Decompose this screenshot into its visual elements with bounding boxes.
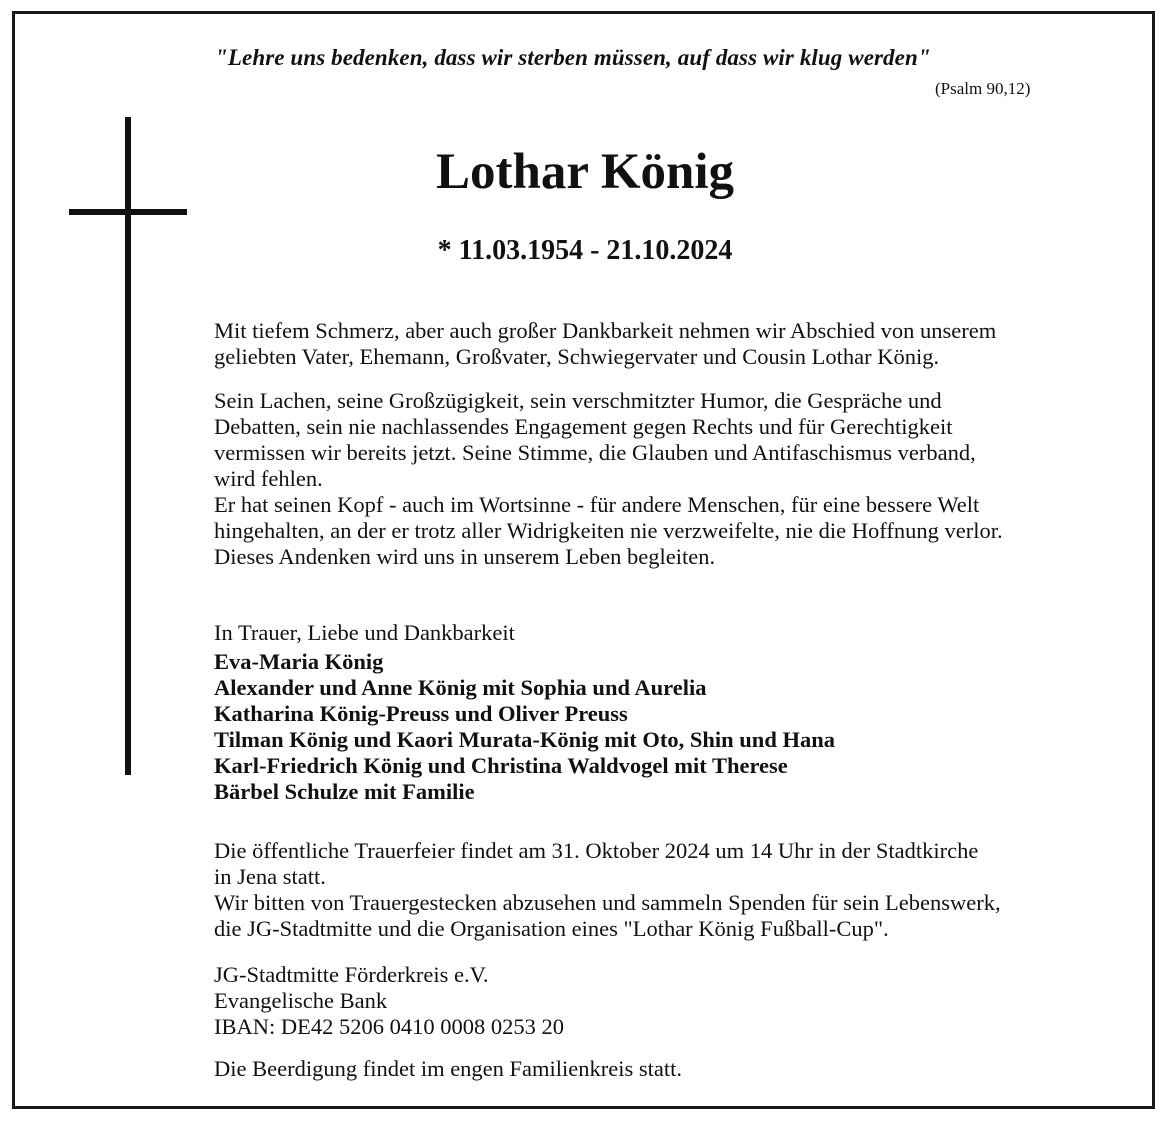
text-line: Debatten, sein nie nachlassendes Engagement gegen Rechts und für Gerechtigkeit xyxy=(214,414,953,439)
mourner-name: Bärbel Schulze mit Familie xyxy=(214,779,475,804)
bank-iban: IBAN: DE42 5206 0410 0008 0253 20 xyxy=(214,1014,564,1039)
mourner-name: Katharina König-Preuss und Oliver Preuss xyxy=(214,701,628,726)
cross-icon-bar xyxy=(69,209,187,215)
mourner-name: Alexander und Anne König mit Sophia und Aurelia xyxy=(214,675,707,700)
burial-info: Die Beerdigung findet im engen Familienkreis statt. xyxy=(214,1056,683,1081)
mourner-name: Karl-Friedrich König und Christina Waldvogel mit Therese xyxy=(214,753,788,778)
mourning-intro: In Trauer, Liebe und Dankbarkeit xyxy=(214,620,515,645)
text-line: wird fehlen. xyxy=(214,466,323,491)
text-line: Dieses Andenken wird uns in unserem Leben begleiten. xyxy=(214,544,716,569)
text-line: Er hat seinen Kopf - auch im Wortsinne - für andere Menschen, für eine bessere Welt xyxy=(214,492,980,517)
text-line: Wir bitten von Trauergestecken abzusehen und sammeln Spenden für sein Lebenswerk, xyxy=(214,890,1001,915)
text-line: die JG-Stadtmitte und die Organisation eines "Lothar König Fußball-Cup". xyxy=(214,916,889,941)
text-line: Die öffentliche Trauerfeier findet am 31. Oktober 2024 um 14 Uhr in der Stadtkirche xyxy=(214,838,979,863)
mourners-list xyxy=(214,649,835,805)
mourner-name: Eva-Maria König xyxy=(214,649,384,674)
bank-details xyxy=(214,962,564,1040)
deceased-name xyxy=(0,143,1170,201)
ceremony-info xyxy=(214,838,1001,942)
life-dates: * 11.03.1954 - 21.10.2024 xyxy=(437,235,733,266)
text-line: Mit tiefem Schmerz, aber auch großer Dankbarkeit nehmen wir Abschied von unserem xyxy=(214,318,997,343)
tribute-paragraph xyxy=(214,388,1003,570)
text-line: Sein Lachen, seine Großzügigkeit, sein verschmitzter Humor, die Gespräche und xyxy=(214,388,942,413)
bank-recipient: JG-Stadtmitte Förderkreis e.V. xyxy=(214,962,489,987)
mourner-name: Tilman König und Kaori Murata-König mit Oto, Shin und Hana xyxy=(214,727,835,752)
bank-name: Evangelische Bank xyxy=(214,988,388,1013)
text-line: in Jena statt. xyxy=(214,864,326,889)
psalm-source: (Psalm 90,12) xyxy=(935,79,1031,98)
text-line: geliebten Vater, Ehemann, Großvater, Schwiegervater und Cousin Lothar König. xyxy=(214,344,940,369)
cross-icon xyxy=(125,117,131,775)
text-line: hingehalten, an der er trotz aller Widrigkeiten nie verzweifelte, nie die Hoffnung verlor. xyxy=(214,518,1003,543)
text-line: vermissen wir bereits jetzt. Seine Stimme, die Glauben und Antifaschismus verband, xyxy=(214,440,976,465)
farewell-paragraph xyxy=(214,318,996,370)
deceased-name-text: Lothar König xyxy=(435,144,735,200)
psalm-quote: "Lehre uns bedenken, dass wir sterben müssen, auf dass wir klug werden" xyxy=(215,45,931,70)
